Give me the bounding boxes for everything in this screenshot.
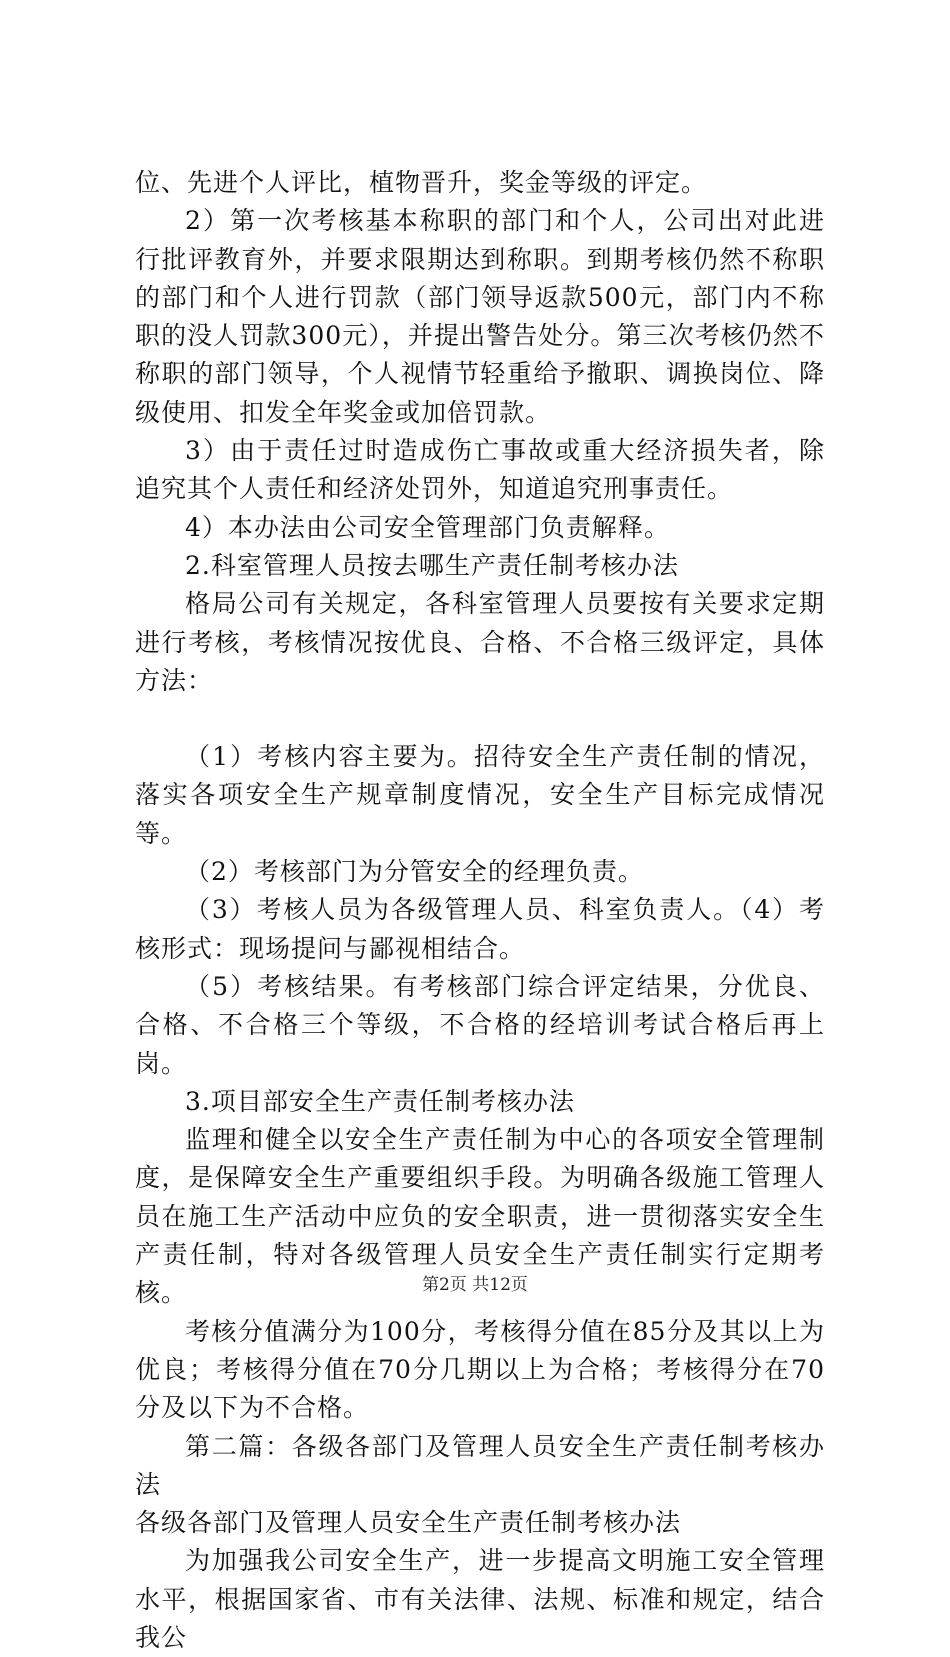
paragraph: 考核分值满分为100分，考核得分值在85分及其以上为优良；考核得分值在70分几期以上为合格；考核得分在70分及以下为不合格。	[135, 1316, 825, 1423]
paragraph: 2）第一次考核基本称职的部门和个人，公司出对此进行批评教育外，并要求限期达到称职。到期考核仍然不称职的部门和个人进行罚款（部门领导返款500元，部门内不称职的没人罚款300元），并提出警告处分。第三次考核仍然不称职的部门领导，个人视情节轻重给予撤职、调换岗位、降级使用、扣发全年奖金或加倍罚款。	[135, 206, 825, 427]
paragraph: 监理和健全以安全生产责任制为中心的各项安全管理制度，是保障安全生产重要组织手段。为明确各级施工管理人员在施工生产活动中应负的安全职责，进一贯彻落实安全生产责任制，特对各级管理人员安全生产责任制实行定期考核。	[135, 1125, 825, 1308]
section-heading: 3.项目部安全生产责任制考核办法	[185, 1086, 575, 1116]
document-body	[135, 164, 825, 1657]
paragraph: （3）考核人员为各级管理人员、科室负责人。（4）考核形式：现场提问与鄙视相结合。	[135, 895, 825, 963]
blank-line	[135, 700, 825, 738]
paragraph: （1）考核内容主要为。招待安全生产责任制的情况，落实各项安全生产规章制度情况，安全生产目标完成情况等。	[135, 742, 825, 848]
page-number: 第2页 共12页	[422, 1275, 528, 1295]
paragraph: 4）本办法由公司安全管理部门负责解释。	[185, 512, 670, 542]
chapter-subtitle: 各级各部门及管理人员安全生产责任制考核办法	[135, 1508, 682, 1538]
paragraph: （5）考核结果。有考核部门综合评定结果，分优良、合格、不合格三个等级，不合格的经培训考试合格后再上岗。	[135, 971, 825, 1078]
paragraph: 为加强我公司安全生产，进一步提高文明施工安全管理水平，根据国家省、市有关法律、法规、标准和规定，结合我公	[135, 1546, 825, 1652]
chapter-heading: 第二篇：各级各部门及管理人员安全生产责任制考核办法	[135, 1431, 825, 1499]
paragraph: 位、先进个人评比，植物晋升，奖金等级的评定。	[135, 168, 708, 197]
paragraph: 格局公司有关规定，各科室管理人员要按有关要求定期进行考核，考核情况按优良、合格、不合格三级评定，具体方法：	[135, 589, 825, 695]
paragraph: （2）考核部门为分管安全的经理负责。	[185, 857, 644, 887]
section-heading: 2.科室管理人员按去哪生产责任制考核办法	[185, 550, 679, 580]
paragraph: 3）由于责任过时造成伤亡事故或重大经济损失者，除追究其个人责任和经济处罚外，知道追究刑事责任。	[135, 436, 825, 504]
